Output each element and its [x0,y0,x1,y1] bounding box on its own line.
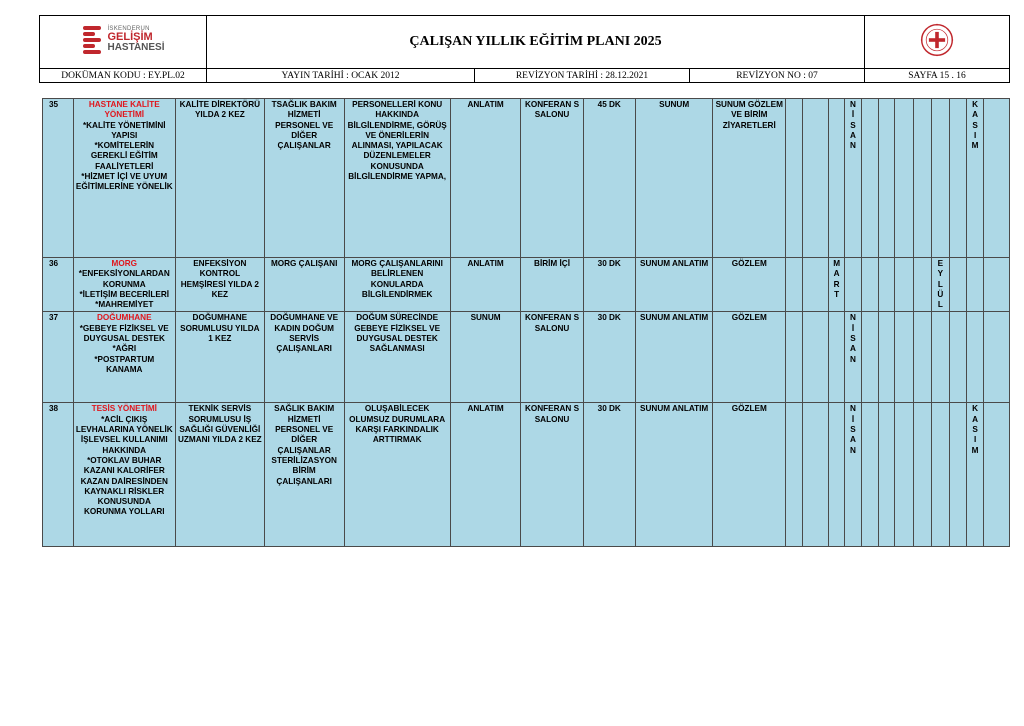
plan-row [43,312,1010,403]
month-letter: E [937,259,944,268]
month-letter: A [833,269,840,279]
month-letter: S [972,425,978,435]
revision-date: REVİZYON TARİHİ : 28.12.2021 [475,69,690,83]
audience: TSAĞLIK BAKIM HİZMETİ PERSONEL VE DİĞER ÇALIŞANLAR [264,99,344,258]
month-letter: A [972,414,979,424]
month-cell-2 [803,403,829,547]
month-cell-3 [828,403,844,547]
month-cell-1 [786,99,803,258]
month-cell-11 [966,258,983,312]
topic-item: *ENFEKSİYONLARDAN KORUNMA [78,269,170,289]
row-number: 38 [43,403,74,547]
evaluation-method: GÖZLEM [713,258,786,312]
publish-date: YAYIN TARİHİ : OCAK 2012 [207,69,475,83]
audience: SAĞLIK BAKIM HİZMETİ PERSONEL VE DİĞER ÇALIŞANLAR STERİLİZASYON BİRİM ÇALIŞANLARI [264,403,344,547]
month-letter: M [971,141,979,151]
plan-row [43,258,1010,312]
month-cell-7 [895,312,913,403]
evaluation-method: GÖZLEM [713,312,786,403]
month-cell-6 [879,312,895,403]
month-cell-4 [845,99,861,258]
audience: DOĞUMHANE VE KADIN DOĞUM SERVİS ÇALIŞANLARI [264,312,344,403]
training-duration: 30 DK [583,258,635,312]
month-cell-10 [949,403,966,547]
month-letter: İ [851,323,855,333]
training-tools: SUNUM [635,99,713,258]
topic-title: DOĞUMHANE [96,313,152,323]
topic-item: *OTOKLAV BUHAR KAZANI KALORİFER KAZAN DAİRESİNDEN KAYNAKLI RİSKLER KONUSUNDA KORUNMA YOLLARI [80,455,168,517]
month-letter: İ [851,110,855,120]
month-letter: N [850,404,856,414]
month-letter: S [850,120,856,130]
trainer: ENFEKSİYON KONTROL HEMŞİRESİ YILDA 2 KEZ [175,258,264,312]
month-cell-8 [913,403,931,547]
month-letter: A [972,110,979,120]
training-topic [73,99,175,258]
month-letter: A [850,130,856,140]
training-goal: PERSONELLERİ KONU HAKKINDA BİLGİLENDİRME, GÖRÜŞ VE ÖNERİLERİN ALINMASI, YAPILACAK DÜZENLEMELER KONUSUNDA BİLGİLENDİRME YAPMA, [344,99,450,258]
month-letter: İ [851,414,855,424]
evaluation-method: GÖZLEM [713,403,786,547]
month-letter: L [937,300,943,310]
row-number: 36 [43,258,74,312]
month-cell-11 [966,99,983,258]
topic-title: TESİS YÖNETİMİ [91,404,157,414]
training-method: ANLATIM [450,99,521,258]
topic-item: *HİZMET İÇİ VE UYUM EĞİTİMLERİNE YÖNELİK [75,172,173,192]
training-tools: SUNUM ANLATIM [635,258,713,312]
month-cell-5 [861,258,878,312]
training-goal: MORG ÇALIŞANLARINI BELİRLENEN KONULARDA BİLGİLENDİRMEK [344,258,450,312]
row-number: 35 [43,99,74,258]
month-cell-7 [895,403,913,547]
month-cell-4 [845,403,861,547]
month-cell-9 [932,258,949,312]
training-method: ANLATIM [450,403,521,547]
topic-item: *KOMİTELERİN GEREKLİ EĞİTİM FAALİYETLERİ [90,141,158,171]
month-cell-6 [879,258,895,312]
month-letter: S [850,334,856,344]
month-letter: S [972,120,978,130]
doc-code: DOKÜMAN KODU : EY.PL.02 [40,69,207,83]
ministry-seal-icon [919,22,955,58]
hospital-logo [81,24,164,56]
month-letter: A [850,435,856,445]
month-letter: Y [937,269,944,279]
topic-item: *POSTPARTUM KANAMA [94,354,155,374]
month-cell-3 [828,258,844,312]
training-plan-table [42,98,1010,547]
plan-row [43,403,1010,547]
month-cell-11 [966,312,983,403]
month-cell-2 [803,312,829,403]
month-cell-3 [828,312,844,403]
training-goal: OLUŞABİLECEK OLUMSUZ DURUMLARA KARŞI FARKINDALIK ARTTIRMAK [344,403,450,547]
topic-item: *İLETİŞİM BECERİLERİ [79,289,170,299]
document-header [39,15,1010,83]
month-letter: M [833,259,841,268]
month-cell-5 [861,312,878,403]
month-letter: K [972,100,979,109]
month-cell-6 [879,403,895,547]
month-letter: A [850,344,856,354]
training-duration: 45 DK [583,99,635,258]
month-letter: N [850,141,856,151]
month-cell-5 [861,99,878,258]
audience: MORG ÇALIŞANI [264,258,344,312]
training-place: BİRİM İÇİ [521,258,583,312]
month-cell-12 [984,258,1010,312]
month-letter: T [834,289,840,299]
month-letter: I [973,435,977,445]
plan-row [43,99,1010,258]
trainer: KALİTE DİREKTÖRÜ YILDA 2 KEZ [175,99,264,258]
training-duration: 30 DK [583,403,635,547]
training-method: ANLATIM [450,258,521,312]
ministry-seal-cell [865,16,1010,69]
topic-item: *KALİTE YÖNETİMİNİ YAPISI [82,120,166,140]
topic-title: HASTANE KALİTE YÖNETİMİ [88,100,160,120]
training-topic [73,258,175,312]
revision-no: REVİZYON NO : 07 [690,69,865,83]
month-cell-8 [913,312,931,403]
trainer: TEKNİK SERVİS SORUMLUSU İŞ SAĞLIĞI GÜVENLİĞİ UZMANI YILDA 2 KEZ [175,403,264,547]
month-letter: Ü [937,289,944,299]
training-duration: 30 DK [583,312,635,403]
month-cell-12 [984,99,1010,258]
logo-line-2: GELİŞİM [107,31,153,43]
evaluation-method: SUNUM GÖZLEM VE BİRİM ZİYARETLERİ [713,99,786,258]
month-cell-6 [879,99,895,258]
month-cell-4 [845,312,861,403]
month-cell-1 [786,403,803,547]
month-letter: N [850,445,856,455]
month-letter: N [850,100,856,109]
hospital-logo-icon [81,24,103,56]
month-cell-3 [828,99,844,258]
logo-line-1: İSKENDERUN [107,26,150,32]
month-cell-9 [932,403,949,547]
month-cell-1 [786,312,803,403]
training-place: KONFERAN S SALONU [521,99,583,258]
month-cell-12 [984,403,1010,547]
training-tools: SUNUM ANLATIM [635,312,713,403]
month-cell-9 [932,312,949,403]
month-cell-12 [984,312,1010,403]
month-letter: N [850,313,856,323]
topic-item: *GEBEYE FİZİKSEL VE DUYGUSAL DESTEK [79,323,169,344]
month-cell-10 [949,258,966,312]
month-letter: S [850,425,856,435]
month-cell-9 [932,99,949,258]
month-cell-8 [913,99,931,258]
month-letter: N [850,354,856,364]
month-cell-2 [803,99,829,258]
topic-item: *ACİL ÇIKIŞ LEVHALARINA YÖNELİK İŞLEVSEL KULLANIMI HAKKINDA [75,414,173,455]
logo-line-3: HASTANESİ [107,42,165,53]
training-tools: SUNUM ANLATIM [635,403,713,547]
month-letter: M [971,445,979,455]
training-place: KONFERAN S SALONU [521,403,583,547]
month-cell-4 [845,258,861,312]
topic-title: MORG [111,259,137,268]
month-letter: R [833,279,840,289]
month-cell-11 [966,403,983,547]
month-cell-5 [861,403,878,547]
month-cell-10 [949,312,966,403]
training-topic [73,403,175,547]
topic-item: *AĞRI [112,344,137,354]
topic-item: *MAHREMİYET [95,300,154,310]
month-letter: K [972,404,979,414]
trainer: DOĞUMHANE SORUMLUSU YILDA 1 KEZ [175,312,264,403]
training-method: SUNUM [450,312,521,403]
month-letter: I [973,130,977,140]
hospital-logo-cell [40,16,207,69]
month-cell-10 [949,99,966,258]
training-place: KONFERAN S SALONU [521,312,583,403]
month-cell-1 [786,258,803,312]
training-goal: DOĞUM SÜRECİNDE GEBEYE FİZİKSEL VE DUYGUSAL DESTEK SAĞLANMASI [344,312,450,403]
row-number: 37 [43,312,74,403]
document-title: ÇALIŞAN YILLIK EĞİTİM PLANI 2025 [207,16,865,69]
month-cell-2 [803,258,829,312]
page-number: SAYFA 15 . 16 [865,69,1010,83]
training-topic [73,312,175,403]
month-cell-8 [913,258,931,312]
month-cell-7 [895,99,913,258]
month-letter: L [937,279,943,289]
month-cell-7 [895,258,913,312]
